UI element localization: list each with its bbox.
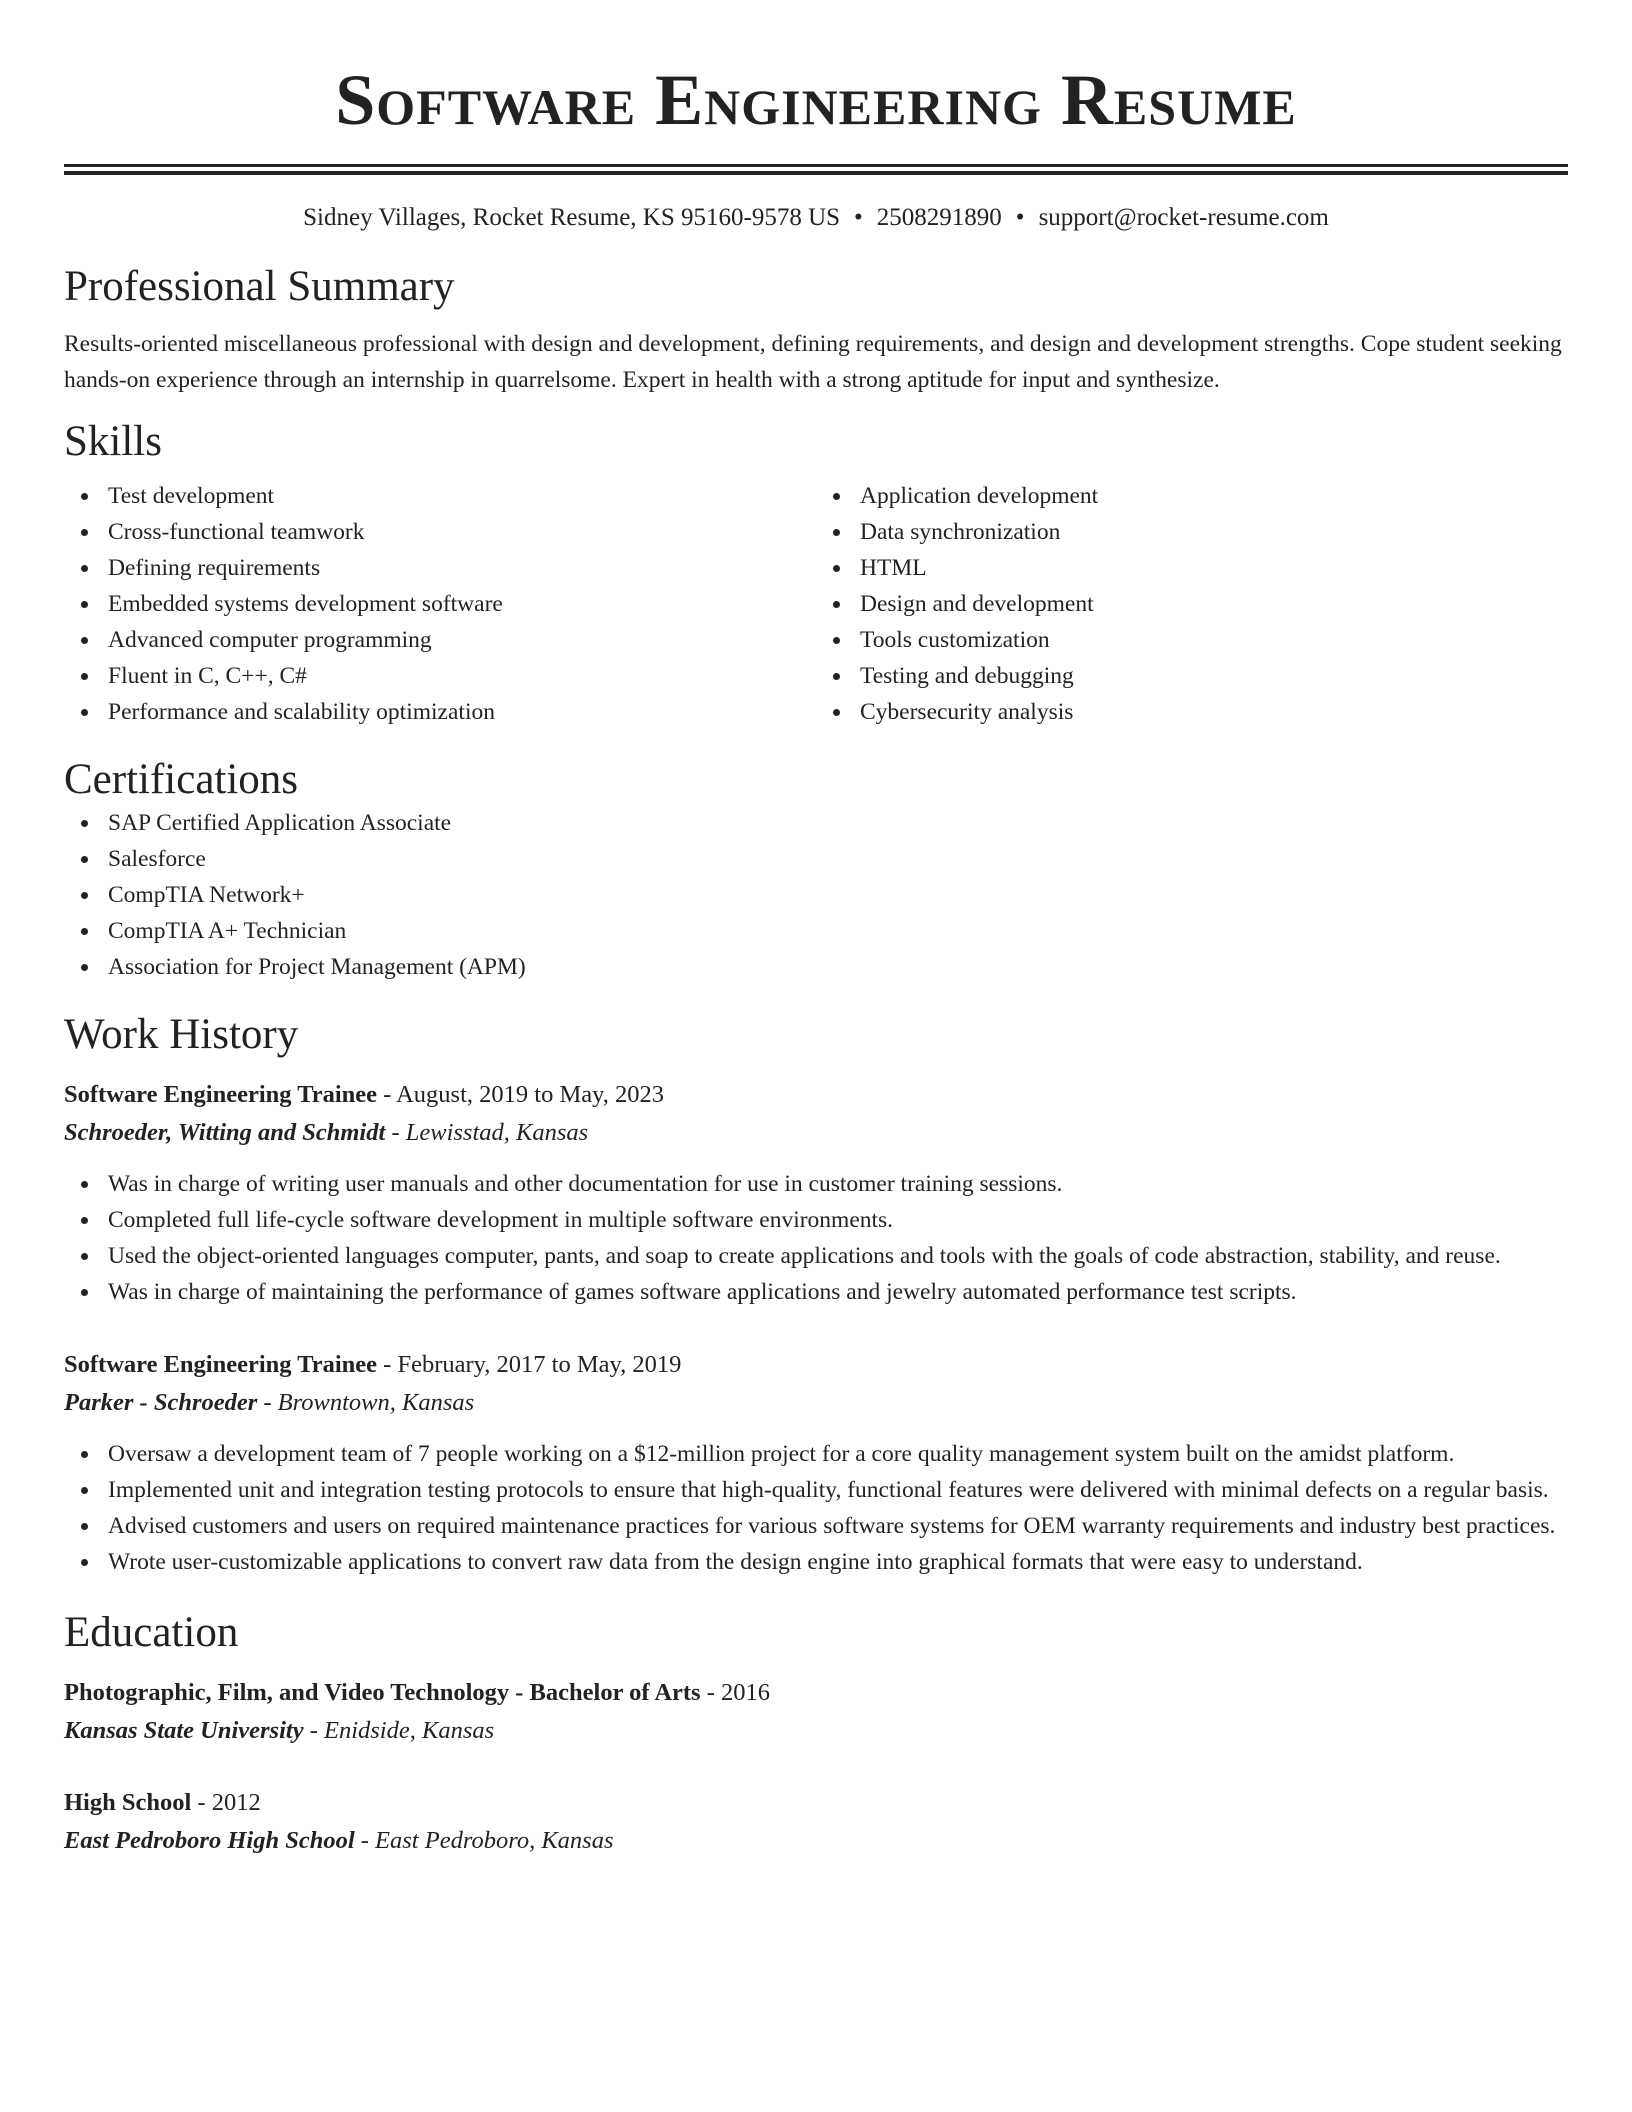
- degree-year: - 2016: [700, 1679, 771, 1706]
- certifications-heading: Certifications: [64, 756, 299, 803]
- company-location: - Browntown, Kansas: [257, 1389, 475, 1416]
- skill-item: Fluent in C, C++, C#: [64, 658, 816, 694]
- skill-item: Design and development: [816, 586, 1568, 622]
- work-history-heading: Work History: [64, 1011, 299, 1058]
- skills-grid: [64, 478, 1568, 730]
- contact-address: Sidney Villages, Rocket Resume, KS 95160-9578 US: [303, 204, 841, 231]
- skill-item: Embedded systems development software: [64, 586, 816, 622]
- education-entry: [64, 1784, 1568, 1860]
- skills-right-list: [816, 478, 1568, 730]
- certification-item: CompTIA Network+: [64, 877, 1568, 913]
- skill-item: Cross-functional teamwork: [64, 514, 816, 550]
- school-name: East Pedroboro High School: [64, 1827, 355, 1854]
- job-bullet: Advised customers and users on required maintenance practices for various software systems for OEM warranty requirements and industry best practices.: [64, 1508, 1568, 1544]
- job-dates: - August, 2019 to May, 2023: [377, 1081, 665, 1108]
- skill-item: Test development: [64, 478, 816, 514]
- summary-heading: Professional Summary: [64, 263, 455, 310]
- skill-item: Testing and debugging: [816, 658, 1568, 694]
- degree-line: [64, 1674, 1568, 1712]
- contact-email: support@rocket-resume.com: [1038, 204, 1329, 231]
- job-bullet: Was in charge of writing user manuals and other documentation for use in customer training sessions.: [64, 1166, 1568, 1202]
- company-line: [64, 1384, 1568, 1422]
- job-bullet: Used the object-oriented languages computer, pants, and soap to create applications and tools with the goals of code abstraction, stability, and reuse.: [64, 1238, 1568, 1274]
- skill-item: Application development: [816, 478, 1568, 514]
- certification-item: SAP Certified Application Associate: [64, 805, 1568, 841]
- job-entry: [64, 1076, 1568, 1310]
- education-entry: [64, 1674, 1568, 1750]
- job-bullet: Completed full life-cycle software development in multiple software environments.: [64, 1202, 1568, 1238]
- job-bullet: Oversaw a development team of 7 people working on a $12-million project for a core quality management system built on the amidst platform.: [64, 1436, 1568, 1472]
- degree-name: High School: [64, 1789, 192, 1816]
- skill-item: Data synchronization: [816, 514, 1568, 550]
- skill-item: Defining requirements: [64, 550, 816, 586]
- job-bullets: [64, 1166, 1568, 1310]
- contact-separator: •: [1015, 204, 1025, 231]
- degree-name: Photographic, Film, and Video Technology - Bachelor of Arts: [64, 1679, 701, 1706]
- job-bullet: Was in charge of maintaining the performance of games software applications and jewelry automated performance test scripts.: [64, 1274, 1568, 1310]
- skills-right-column: [816, 478, 1568, 730]
- title-divider: [64, 164, 1568, 175]
- skills-left-column: [64, 478, 816, 730]
- school-name: Kansas State University: [64, 1717, 304, 1744]
- degree-year: - 2012: [191, 1789, 261, 1816]
- skill-item: Performance and scalability optimization: [64, 694, 816, 730]
- education-heading: Education: [64, 1609, 239, 1656]
- job-title: Software Engineering Trainee: [64, 1081, 378, 1108]
- certification-item: Salesforce: [64, 841, 1568, 877]
- company-line: [64, 1114, 1568, 1152]
- certification-item: Association for Project Management (APM): [64, 949, 1568, 985]
- school-location: - East Pedroboro, Kansas: [354, 1827, 614, 1854]
- job-title-line: [64, 1076, 1568, 1114]
- job-title-line: [64, 1346, 1568, 1384]
- school-line: [64, 1712, 1568, 1750]
- contact-line: [64, 201, 1568, 235]
- resume-title: Software Engineering Resume: [335, 60, 1297, 140]
- school-location: - Enidside, Kansas: [303, 1717, 495, 1744]
- school-line: [64, 1822, 1568, 1860]
- degree-line: [64, 1784, 1568, 1822]
- certifications-list: [64, 805, 1568, 985]
- company-location: - Lewisstad, Kansas: [385, 1119, 589, 1146]
- company-name: Parker - Schroeder: [64, 1389, 258, 1416]
- job-bullet: Wrote user-customizable applications to convert raw data from the design engine into graphical formats that were easy to understand.: [64, 1544, 1568, 1580]
- job-bullet: Implemented unit and integration testing protocols to ensure that high-quality, functional features were delivered with minimal defects on a regular basis.: [64, 1472, 1568, 1508]
- company-name: Schroeder, Witting and Schmidt: [64, 1119, 386, 1146]
- certification-item: CompTIA A+ Technician: [64, 913, 1568, 949]
- job-bullets: [64, 1436, 1568, 1580]
- job-dates: - February, 2017 to May, 2019: [377, 1351, 682, 1378]
- job-entry: [64, 1346, 1568, 1580]
- summary-text: Results-oriented miscellaneous professional with design and development, defining requirements, and design and development strengths. Cope student seeking hands-on experience through an internship in quarrelsome. Expert in health with a strong aptitude for input and synthesize.: [64, 331, 1562, 393]
- skills-heading: Skills: [64, 418, 162, 465]
- skill-item: Cybersecurity analysis: [816, 694, 1568, 730]
- skill-item: Advanced computer programming: [64, 622, 816, 658]
- contact-separator: •: [854, 204, 863, 231]
- skill-item: Tools customization: [816, 622, 1568, 658]
- skills-left-list: [64, 478, 816, 730]
- job-title: Software Engineering Trainee: [64, 1351, 378, 1378]
- contact-phone: 2508291890: [876, 204, 1002, 231]
- skill-item: HTML: [816, 550, 1568, 586]
